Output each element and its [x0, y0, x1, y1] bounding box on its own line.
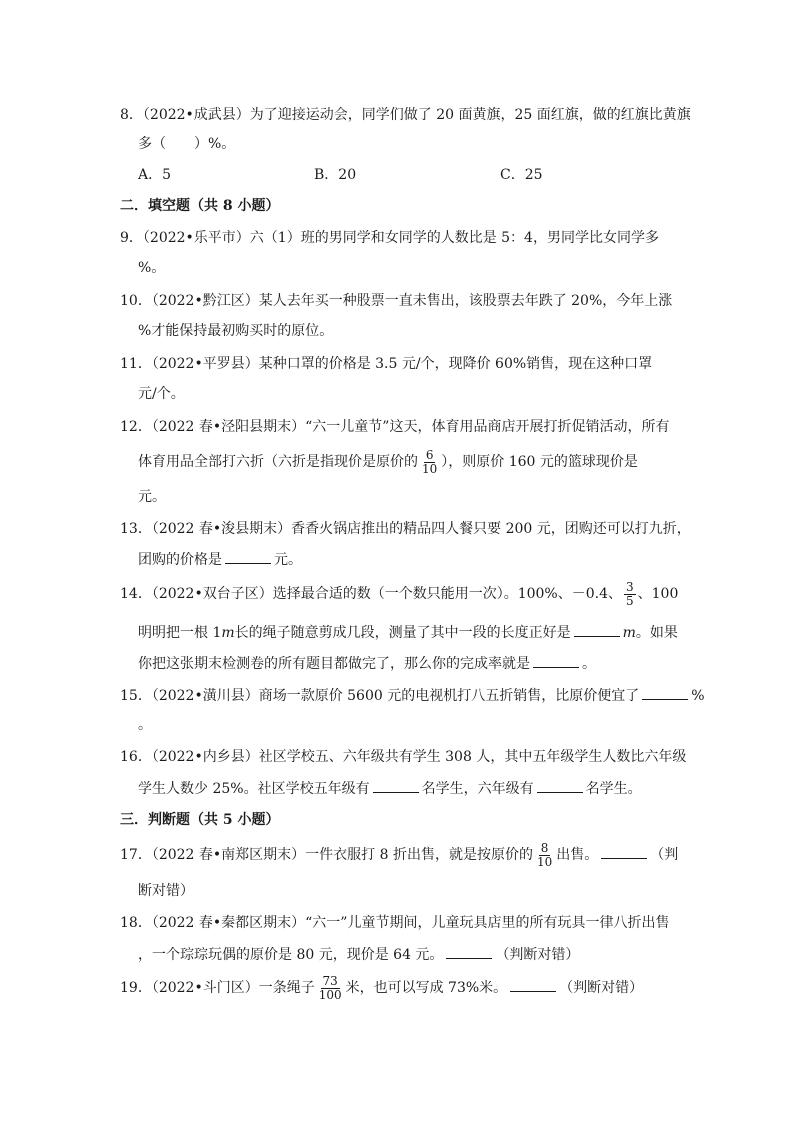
q12-line2-text-b: ），则原价 160 元的篮球现价是	[441, 454, 638, 470]
q18-line1: 18．（2022 春•秦都区期末）“六一”儿童节期间，儿童玩具店里的所有玩具一律八折出售	[120, 915, 670, 931]
q17-line1	[120, 841, 678, 869]
q8-line1: 8．（2022•成武县）为了迎接运动会，同学们做了 20 面黄旗，25 面红旗，做的红旗比黄旗	[120, 107, 691, 123]
q19-fraction	[317, 975, 344, 1002]
q15-line1-text-b: %	[691, 688, 705, 704]
q15-line1-text-a: 15．（2022•潢川县）商场一款原价 5600 元的电视机打八五折销售，比原价便宜了	[120, 688, 640, 704]
q19-line1	[120, 974, 643, 1002]
q14-line3	[138, 653, 596, 673]
q17-line2: 断对错）	[138, 883, 194, 899]
q14-line2-text-d: 。如果	[635, 625, 678, 641]
q15-answer-blank[interactable]	[642, 685, 688, 700]
q17-line1-text-c: （判	[650, 847, 679, 863]
q12-fraction	[420, 449, 439, 476]
q12-fraction-numerator: 6	[425, 447, 434, 462]
q14-line1	[120, 580, 678, 608]
q8-option-a: A．5	[138, 167, 172, 183]
section-true-false-title: 三．判断题（共 5 小题）	[120, 812, 280, 828]
q12-line2	[138, 448, 638, 476]
q12-fraction-denominator: 10	[422, 461, 438, 476]
q11-line2: 元/个。	[138, 386, 185, 402]
q16-line2-text-c: 名学生。	[585, 781, 642, 797]
q17-fraction	[535, 842, 554, 869]
q14-length-blank[interactable]	[574, 622, 620, 637]
q9-line1: 9．（2022•乐平市）六（1）班的男同学和女同学的人数比是 5：4，男同学比女同学多	[120, 230, 659, 246]
q14-line2-text-a: 明明把一根 1	[138, 625, 222, 641]
q18-answer-blank[interactable]	[446, 944, 492, 959]
q14-line2-unit: m	[221, 625, 235, 641]
q19-fraction-numerator: 73	[322, 973, 338, 988]
q8-options	[138, 165, 638, 185]
q13-line2-text-a: 团购的价格是	[138, 552, 222, 568]
q14-line1-text-a: 14．（2022•双台子区）选择最合适的数（一个数只能用一次）。100%、－0.4、	[120, 586, 622, 602]
q9-line2: %。	[138, 260, 166, 276]
q19-line1-text-b: 米，也可以写成 73%米。	[345, 980, 508, 996]
q19-line1-text-a: 19．（2022•斗门区）一条绳子	[120, 980, 315, 996]
q15-line2: 。	[138, 717, 152, 733]
q16-line1: 16．（2022•内乡县）社区学校五、六年级共有学生 308 人，其中五年级学生人数比六年级	[120, 749, 687, 765]
q14-line3-text-b: 。	[582, 656, 596, 672]
q18-line2	[138, 944, 579, 964]
q18-line2-text-a: ，一个琮琮玩偶的原价是 80 元，现价是 64 元。	[138, 947, 444, 963]
q13-line2-text-b: 元。	[274, 552, 302, 568]
q14-fraction-numerator: 3	[626, 579, 634, 594]
q16-grade6-blank[interactable]	[537, 778, 583, 793]
q13-answer-blank[interactable]	[225, 549, 271, 564]
q16-grade5-blank[interactable]	[373, 778, 419, 793]
q17-line1-text-b: 出售。	[556, 847, 599, 863]
q14-line2-unit-after-blank: m	[622, 625, 636, 641]
q17-fraction-numerator: 8	[540, 840, 549, 855]
q14-line2-text-b: 长的绳子随意剪成几段，测量了其中一段的长度正好是	[234, 625, 571, 641]
section-fill-in-title: 二．填空题（共 8 小题）	[120, 198, 280, 214]
q13-line2	[138, 549, 302, 569]
q10-line1: 10．（2022•黔江区）某人去年买一种股票一直未售出，该股票去年跌了 20%，今年上涨	[120, 293, 673, 309]
q12-line2-text-a: 体育用品全部打六折（六折是指现价是原价的	[138, 454, 418, 470]
q15-line1	[120, 685, 705, 705]
q12-line1: 12．（2022 春•泾阳县期末）“六一儿童节”这天，体育用品商店开展打折促销活动，所有	[120, 419, 670, 435]
q8-option-b: B．20	[314, 167, 357, 183]
q18-line2-text-b: （判断对错）	[495, 947, 580, 963]
q13-line1: 13．（2022 春•浚县期末）香香火锅店推出的精品四人餐只要 200 元，团购还可以打九折，	[120, 521, 691, 537]
q16-line2	[138, 778, 642, 798]
q8-option-c: C．25	[500, 167, 543, 183]
q12-line3: 元。	[138, 489, 166, 505]
q14-line3-text-a: 你把这张期末检测卷的所有题目都做完了，那么你的完成率就是	[138, 656, 530, 672]
q19-fraction-denominator: 100	[318, 987, 342, 1002]
q14-line1-text-b: 、100	[637, 586, 679, 602]
q11-line1: 11．（2022•平罗县）某种口罩的价格是 3.5 元/个，现降价 60%销售，现在这种口罩	[120, 356, 653, 372]
q14-line2	[138, 622, 678, 642]
q16-line2-text-a: 学生人数少 25%。社区学校五年级有	[138, 781, 370, 797]
q17-answer-blank[interactable]	[601, 844, 647, 859]
q14-fraction	[624, 581, 636, 608]
q14-fraction-denominator: 5	[626, 593, 634, 608]
q10-line2: %才能保持最初购买时的原位。	[138, 323, 334, 339]
q19-answer-blank[interactable]	[510, 977, 556, 992]
q17-line1-text-a: 17．（2022 春•南郑区期末）一件衣服打 8 折出售，就是按原价的	[120, 847, 533, 863]
q19-line1-text-c: （判断对错）	[559, 980, 644, 996]
q16-line2-text-b: 名学生，六年级有	[421, 781, 534, 797]
q8-line2: 多（ ）%。	[138, 136, 236, 152]
q14-completion-rate-blank[interactable]	[533, 653, 579, 668]
q17-fraction-denominator: 10	[536, 854, 553, 869]
